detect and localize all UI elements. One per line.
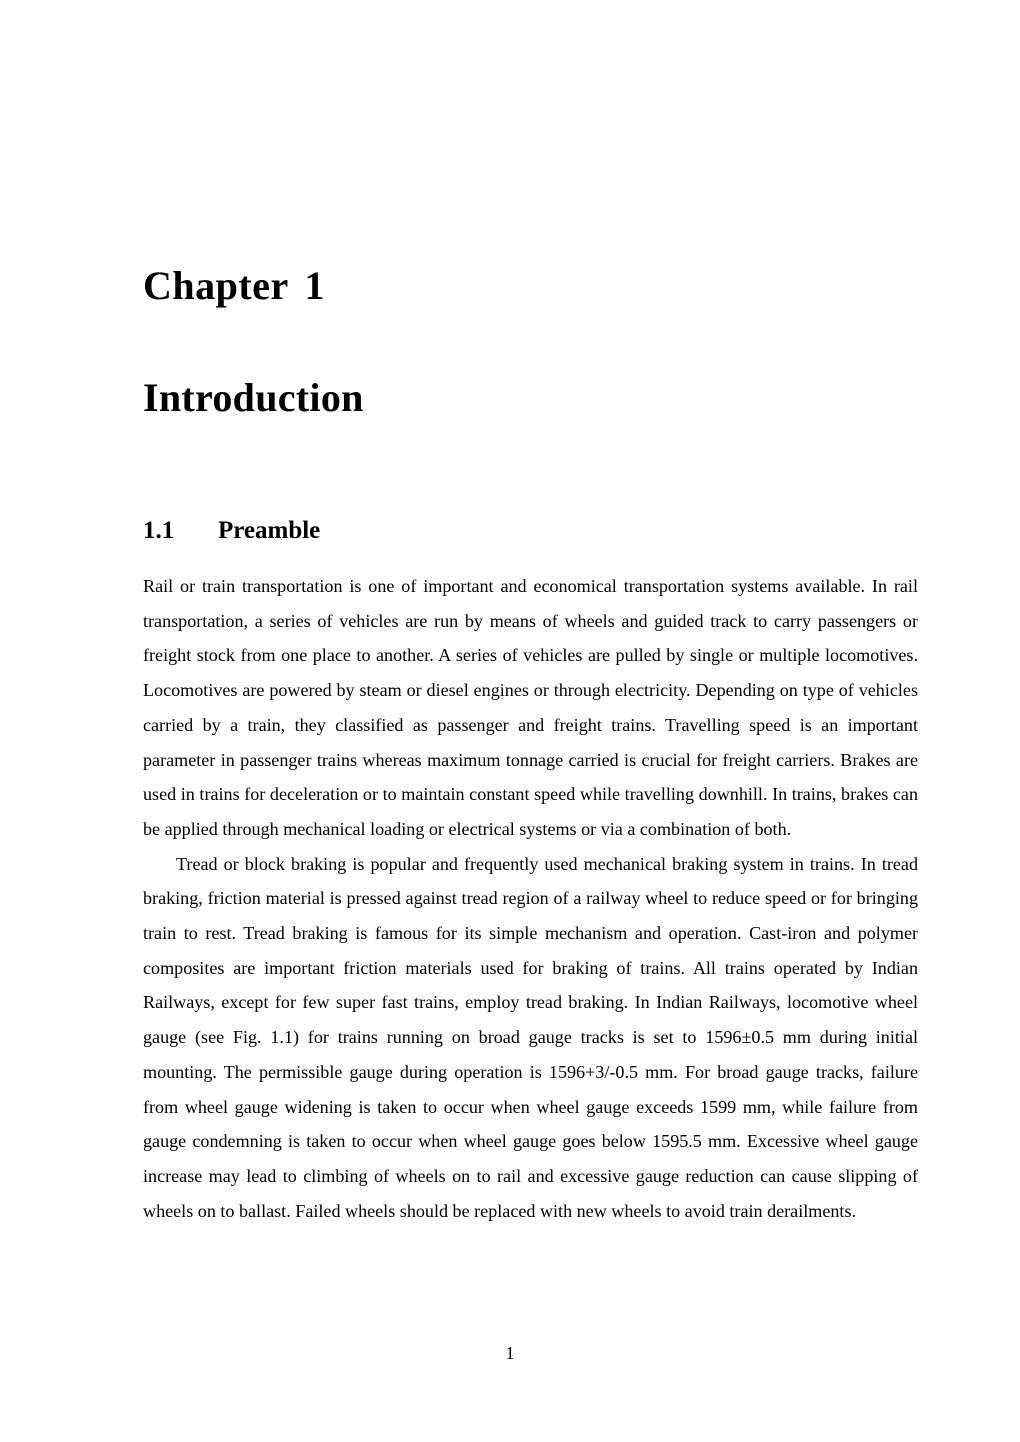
chapter-title-heading: Introduction xyxy=(143,375,364,420)
section-heading xyxy=(143,418,918,543)
paragraph-preamble-1: Rail or train transportation is one of important and economical transportation systems available. In rail transportation, a series of vehicles are run by means of wheels and guided track to carry passengers or freight stock from one place to another. A series of vehicles are pulled by single or multiple locomotives. Locomotives are powered by steam or diesel engines or through electricity. Depending on type of vehicles carried by a train, they classified as passenger and freight trains. Travelling speed is an important parameter in passenger trains whereas maximum tonnage carried is crucial for freight carriers. Brakes are used in trains for deceleration or to maintain constant speed while travelling downhill. In trains, brakes can be applied through mechanical loading or electrical systems or via a combination of both. xyxy=(143,576,918,839)
section-number: 1.1 xyxy=(143,517,175,544)
chapter-number-heading: Chapter 1 xyxy=(143,263,325,308)
section-title: Preamble xyxy=(218,517,321,544)
page-number-footer: 1 xyxy=(505,1343,515,1363)
page-content xyxy=(143,0,918,1228)
paragraph-preamble-2: Tread or block braking is popular and frequently used mechanical braking system in trains. In tread braking, friction material is pressed against tread region of a railway wheel to reduce speed or for bringing train to rest. Tread braking is famous for its simple mechanism and operation. Cast-iron and polymer composites are important friction materials used for braking of trains. All trains operated by Indian Railways, except for few super fast trains, employ tread braking. In Indian Railways, locomotive wheel gauge (see Fig. 1.1) for trains running on broad gauge tracks is set to 1596±0.5 mm during initial mounting. The permissible gauge during operation is 1596+3/-0.5 mm. For broad gauge tracks, failure from wheel gauge widening is taken to occur when wheel gauge exceeds 1599 mm, while failure from gauge condemning is taken to occur when wheel gauge goes below 1595.5 mm. Excessive wheel gauge increase may lead to climbing of wheels on to rail and excessive gauge reduction can cause slipping of wheels on to ballast. Failed wheels should be replaced with new wheels to avoid train derailments. xyxy=(143,853,918,1221)
